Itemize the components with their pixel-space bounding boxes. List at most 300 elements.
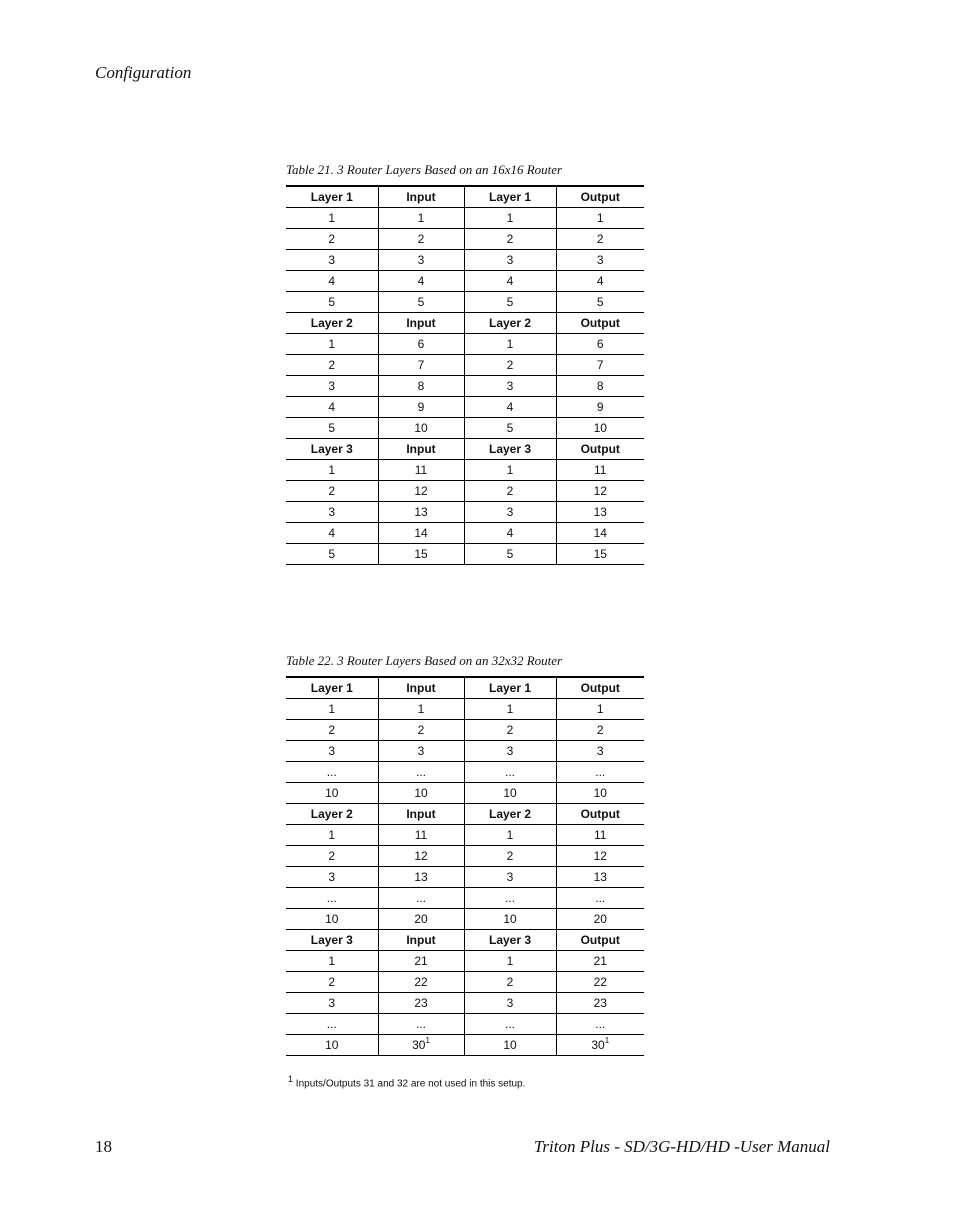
column-header xyxy=(378,186,464,207)
table-row xyxy=(286,417,644,438)
table-cell xyxy=(464,1034,556,1055)
table-cell xyxy=(286,270,378,291)
column-header xyxy=(464,186,556,207)
table-cell xyxy=(286,396,378,417)
cell-text: 2 xyxy=(506,483,514,498)
cell-text: 3 xyxy=(328,252,336,267)
cell-text: 3 xyxy=(417,252,425,267)
cell-text: Input xyxy=(406,806,436,821)
column-header xyxy=(378,929,464,950)
table-cell xyxy=(556,459,644,480)
table-cell xyxy=(286,459,378,480)
table-row xyxy=(286,396,644,417)
cell-text: 7 xyxy=(596,357,604,372)
cell-text: 5 xyxy=(506,294,514,309)
table-row xyxy=(286,698,644,719)
cell-text: 10 xyxy=(325,911,339,926)
table-header-row xyxy=(286,312,644,333)
cell-text: ... xyxy=(504,890,515,905)
cell-text: 2 xyxy=(328,848,336,863)
table-row xyxy=(286,480,644,501)
cell-text: 2 xyxy=(596,231,604,246)
table-cell xyxy=(286,908,378,929)
table-cell xyxy=(378,824,464,845)
cell-text: 5 xyxy=(596,294,604,309)
cell-text: 10 xyxy=(593,420,607,435)
cell-text: 3 xyxy=(506,252,514,267)
cell-text: 2 xyxy=(417,231,425,246)
column-header xyxy=(464,803,556,824)
cell-text: Layer 2 xyxy=(310,806,353,821)
table-21-caption: Table 21. 3 Router Layers Based on an 16x16 Router xyxy=(286,162,563,177)
table-cell xyxy=(378,501,464,522)
cell-text: 10 xyxy=(503,1037,517,1052)
table-row xyxy=(286,333,644,354)
table-cell xyxy=(286,887,378,908)
table-cell xyxy=(464,333,556,354)
table-cell xyxy=(464,459,556,480)
cell-text: 1 xyxy=(506,210,514,225)
table-cell xyxy=(464,375,556,396)
cell-text: 7 xyxy=(417,357,425,372)
table-row xyxy=(286,719,644,740)
table-cell xyxy=(464,908,556,929)
cell-text: 11 xyxy=(594,827,607,842)
table-cell xyxy=(464,992,556,1013)
table-cell xyxy=(464,417,556,438)
table-cell xyxy=(378,249,464,270)
table-cell xyxy=(286,333,378,354)
cell-text: Layer 3 xyxy=(310,932,353,947)
cell-text: Input xyxy=(406,932,436,947)
table-row xyxy=(286,950,644,971)
table-cell xyxy=(286,719,378,740)
column-header xyxy=(286,803,378,824)
table-cell xyxy=(378,375,464,396)
table-cell xyxy=(556,761,644,782)
cell-text: 3 xyxy=(596,252,604,267)
table-cell xyxy=(378,270,464,291)
table-cell xyxy=(286,761,378,782)
cell-text: ... xyxy=(326,890,337,905)
table-cell xyxy=(286,375,378,396)
table-cell xyxy=(286,543,378,564)
table-cell xyxy=(556,249,644,270)
cell-text: 11 xyxy=(594,462,607,477)
table-row xyxy=(286,740,644,761)
table-cell xyxy=(286,417,378,438)
cell-text: ... xyxy=(595,1016,606,1031)
cell-text: 4 xyxy=(328,399,336,414)
cell-text: 5 xyxy=(506,420,514,435)
table-cell xyxy=(556,782,644,803)
table-cell xyxy=(556,480,644,501)
table-cell xyxy=(464,543,556,564)
cell-text: 5 xyxy=(328,546,336,561)
table-cell xyxy=(556,950,644,971)
table-cell xyxy=(378,333,464,354)
column-header xyxy=(286,438,378,459)
cell-text: 14 xyxy=(414,525,428,540)
running-head: Configuration xyxy=(95,63,192,82)
table-row xyxy=(286,824,644,845)
cell-text: 2 xyxy=(328,483,336,498)
footnote-ref: 1 xyxy=(425,1035,430,1045)
cell-text: 30 xyxy=(412,1037,426,1052)
table-cell xyxy=(378,866,464,887)
cell-text: Output xyxy=(580,315,620,330)
table-22-caption: Table 22. 3 Router Layers Based on an 32x32 Router xyxy=(286,653,563,668)
table-cell xyxy=(378,1034,464,1055)
cell-text: ... xyxy=(326,1016,337,1031)
table-cell xyxy=(286,501,378,522)
column-header xyxy=(556,438,644,459)
table-row xyxy=(286,1013,644,1034)
cell-text: 3 xyxy=(506,995,514,1010)
table-cell xyxy=(464,950,556,971)
cell-text: 1 xyxy=(328,827,336,842)
cell-text: 3 xyxy=(328,869,336,884)
table-cell xyxy=(378,543,464,564)
cell-text: 10 xyxy=(325,1037,339,1052)
cell-text: ... xyxy=(415,1016,426,1031)
table-cell xyxy=(286,1034,378,1055)
cell-text: 1 xyxy=(328,336,336,351)
table-row xyxy=(286,761,644,782)
table-cell xyxy=(286,698,378,719)
cell-text: 3 xyxy=(328,743,336,758)
cell-text: 2 xyxy=(506,231,514,246)
cell-text: 3 xyxy=(328,995,336,1010)
cell-text: 2 xyxy=(328,722,336,737)
table-header-row xyxy=(286,186,644,207)
cell-text: Layer 1 xyxy=(488,189,532,204)
table-cell xyxy=(556,908,644,929)
table-cell xyxy=(464,396,556,417)
table-cell xyxy=(464,354,556,375)
table-cell xyxy=(556,291,644,312)
cell-text: 6 xyxy=(417,336,425,351)
column-header xyxy=(378,677,464,698)
cell-text: ... xyxy=(595,764,606,779)
table-row xyxy=(286,522,644,543)
table-cell xyxy=(286,866,378,887)
column-header xyxy=(464,312,556,333)
cell-text: 5 xyxy=(417,294,425,309)
table-row xyxy=(286,866,644,887)
table-cell xyxy=(464,782,556,803)
cell-text: 3 xyxy=(506,743,514,758)
table-cell xyxy=(464,501,556,522)
cell-text: 1 xyxy=(417,701,425,716)
cell-text: 8 xyxy=(417,378,425,393)
cell-text: 13 xyxy=(414,504,428,519)
cell-text: Layer 3 xyxy=(310,441,353,456)
cell-text: 4 xyxy=(417,273,425,288)
table-cell xyxy=(286,824,378,845)
table-cell xyxy=(378,459,464,480)
table-header-row xyxy=(286,677,644,698)
table-row xyxy=(286,971,644,992)
footnote-mark: 1 xyxy=(288,1074,294,1084)
cell-text: 1 xyxy=(328,462,336,477)
table-cell xyxy=(464,824,556,845)
page-number: 18 xyxy=(95,1137,112,1156)
table-cell xyxy=(378,207,464,228)
table-cell xyxy=(556,354,644,375)
column-header xyxy=(378,438,464,459)
cell-text: Output xyxy=(580,441,620,456)
footnote-text: Inputs/Outputs 31 and 32 are not used in this setup. xyxy=(295,1078,526,1090)
cell-text: 20 xyxy=(414,911,428,926)
cell-text: 1 xyxy=(596,210,604,225)
table-cell xyxy=(464,866,556,887)
table-cell xyxy=(556,845,644,866)
cell-text: 10 xyxy=(414,785,428,800)
table-cell xyxy=(378,782,464,803)
table-row xyxy=(286,207,644,228)
table-cell xyxy=(556,1013,644,1034)
cell-text: 9 xyxy=(596,399,604,414)
cell-text: 13 xyxy=(414,869,428,884)
column-header xyxy=(556,929,644,950)
column-header xyxy=(464,929,556,950)
table-row xyxy=(286,887,644,908)
table-cell xyxy=(286,249,378,270)
table-row xyxy=(286,354,644,375)
cell-text: 12 xyxy=(414,848,428,863)
table-header-row xyxy=(286,803,644,824)
cell-text: 11 xyxy=(414,827,428,842)
table-cell xyxy=(556,543,644,564)
table-cell xyxy=(464,845,556,866)
table-cell xyxy=(556,866,644,887)
cell-text: 1 xyxy=(506,953,514,968)
table-cell xyxy=(378,992,464,1013)
table-row xyxy=(286,1034,644,1055)
table-cell xyxy=(378,480,464,501)
cell-text: 23 xyxy=(593,995,607,1010)
table-22 xyxy=(286,676,644,1056)
table-cell xyxy=(464,971,556,992)
column-header xyxy=(556,677,644,698)
cell-text: 21 xyxy=(593,953,607,968)
table-cell xyxy=(286,522,378,543)
cell-text: 2 xyxy=(328,357,336,372)
cell-text: Input xyxy=(406,680,436,695)
cell-text: Layer 3 xyxy=(488,932,532,947)
column-header xyxy=(378,803,464,824)
table-cell xyxy=(464,698,556,719)
table-row xyxy=(286,908,644,929)
cell-text: 4 xyxy=(506,399,514,414)
table-21 xyxy=(286,185,644,565)
cell-text: 13 xyxy=(593,869,607,884)
cell-text: 11 xyxy=(414,462,428,477)
footer-title: Triton Plus - SD/3G-HD/HD -User Manual xyxy=(533,1137,830,1156)
cell-text: 2 xyxy=(506,974,514,989)
table-row xyxy=(286,992,644,1013)
cell-text: ... xyxy=(415,890,426,905)
table-row xyxy=(286,782,644,803)
cell-text: 10 xyxy=(593,785,607,800)
cell-text: 10 xyxy=(503,911,517,926)
cell-text: ... xyxy=(504,764,515,779)
table-cell xyxy=(378,719,464,740)
table-cell xyxy=(464,249,556,270)
table-22-footnote xyxy=(288,1074,525,1089)
table-row xyxy=(286,228,644,249)
cell-text: 1 xyxy=(328,701,336,716)
table-row xyxy=(286,845,644,866)
column-header xyxy=(378,312,464,333)
cell-text: 9 xyxy=(417,399,425,414)
cell-text: 10 xyxy=(325,785,339,800)
cell-text: 21 xyxy=(414,953,428,968)
table-cell xyxy=(378,698,464,719)
cell-text: 6 xyxy=(596,336,604,351)
cell-text: 8 xyxy=(596,378,604,393)
column-header xyxy=(286,929,378,950)
cell-text: 14 xyxy=(593,525,607,540)
cell-text: 12 xyxy=(593,848,607,863)
cell-text: 2 xyxy=(328,231,336,246)
cell-text: 4 xyxy=(506,525,514,540)
table-cell xyxy=(286,207,378,228)
table-row xyxy=(286,249,644,270)
table-row xyxy=(286,291,644,312)
table-cell xyxy=(378,228,464,249)
table-cell xyxy=(464,887,556,908)
footnote-ref: 1 xyxy=(604,1035,610,1045)
table-row xyxy=(286,270,644,291)
cell-text: 5 xyxy=(328,420,336,435)
table-cell xyxy=(556,228,644,249)
column-header xyxy=(464,438,556,459)
cell-text: Output xyxy=(580,189,620,204)
cell-text: 2 xyxy=(596,722,604,737)
table-cell xyxy=(378,761,464,782)
cell-text: 3 xyxy=(596,743,604,758)
table-cell xyxy=(556,333,644,354)
table-cell xyxy=(556,396,644,417)
cell-text: 4 xyxy=(596,273,604,288)
table-cell xyxy=(556,719,644,740)
table-cell xyxy=(286,992,378,1013)
table-cell xyxy=(464,207,556,228)
table-cell xyxy=(556,698,644,719)
cell-text: 3 xyxy=(506,869,514,884)
cell-text: 12 xyxy=(414,483,428,498)
table-header-row xyxy=(286,929,644,950)
cell-text: 5 xyxy=(328,294,336,309)
cell-text: 3 xyxy=(506,378,514,393)
table-cell xyxy=(464,291,556,312)
table-row xyxy=(286,459,644,480)
cell-text: 13 xyxy=(593,504,607,519)
table-row xyxy=(286,543,644,564)
table-cell xyxy=(556,740,644,761)
table-cell xyxy=(378,396,464,417)
cell-text: Output xyxy=(580,932,620,947)
table-cell xyxy=(464,228,556,249)
cell-text: 2 xyxy=(506,357,514,372)
column-header xyxy=(556,803,644,824)
table-cell xyxy=(378,1013,464,1034)
cell-text: 23 xyxy=(414,995,428,1010)
table-cell xyxy=(286,971,378,992)
table-cell xyxy=(378,887,464,908)
cell-text: 4 xyxy=(328,273,336,288)
cell-text: 3 xyxy=(417,743,425,758)
table-cell xyxy=(286,950,378,971)
cell-text: 1 xyxy=(506,701,514,716)
table-cell xyxy=(556,207,644,228)
table-header-row xyxy=(286,438,644,459)
cell-text: 1 xyxy=(328,210,336,225)
table-row xyxy=(286,501,644,522)
cell-text: 5 xyxy=(506,546,514,561)
cell-text: 20 xyxy=(593,911,607,926)
table-cell xyxy=(378,291,464,312)
table-cell xyxy=(464,522,556,543)
cell-text: Layer 3 xyxy=(488,441,532,456)
table-cell xyxy=(464,740,556,761)
cell-text: 3 xyxy=(506,504,514,519)
cell-text: 2 xyxy=(506,722,514,737)
table-cell xyxy=(556,1034,644,1055)
cell-text: Layer 2 xyxy=(310,315,353,330)
cell-text: Layer 1 xyxy=(488,680,532,695)
cell-text: 12 xyxy=(593,483,607,498)
table-cell xyxy=(378,971,464,992)
table-cell xyxy=(286,480,378,501)
table-cell xyxy=(286,1013,378,1034)
table-cell xyxy=(464,1013,556,1034)
cell-text: 1 xyxy=(417,210,425,225)
cell-text: Layer 2 xyxy=(488,315,532,330)
column-header xyxy=(556,312,644,333)
table-cell xyxy=(556,417,644,438)
cell-text: Output xyxy=(580,680,620,695)
cell-text: ... xyxy=(504,1016,515,1031)
cell-text: 3 xyxy=(328,378,336,393)
table-row xyxy=(286,375,644,396)
cell-text: 10 xyxy=(414,420,428,435)
table-cell xyxy=(378,950,464,971)
table-cell xyxy=(464,761,556,782)
table-cell xyxy=(286,845,378,866)
cell-text: ... xyxy=(595,890,606,905)
column-header xyxy=(286,312,378,333)
table-cell xyxy=(556,887,644,908)
table-cell xyxy=(378,522,464,543)
table-cell xyxy=(286,782,378,803)
cell-text: Layer 1 xyxy=(310,680,353,695)
cell-text: 3 xyxy=(328,504,336,519)
cell-text: 15 xyxy=(414,546,428,561)
cell-text: 15 xyxy=(593,546,607,561)
cell-text: 2 xyxy=(328,974,336,989)
table-cell xyxy=(556,971,644,992)
cell-text: 1 xyxy=(506,827,514,842)
cell-text: 1 xyxy=(596,701,604,716)
cell-text: Input xyxy=(406,189,436,204)
table-cell xyxy=(556,375,644,396)
column-header xyxy=(286,677,378,698)
cell-text: 10 xyxy=(503,785,517,800)
cell-text: 1 xyxy=(506,462,514,477)
